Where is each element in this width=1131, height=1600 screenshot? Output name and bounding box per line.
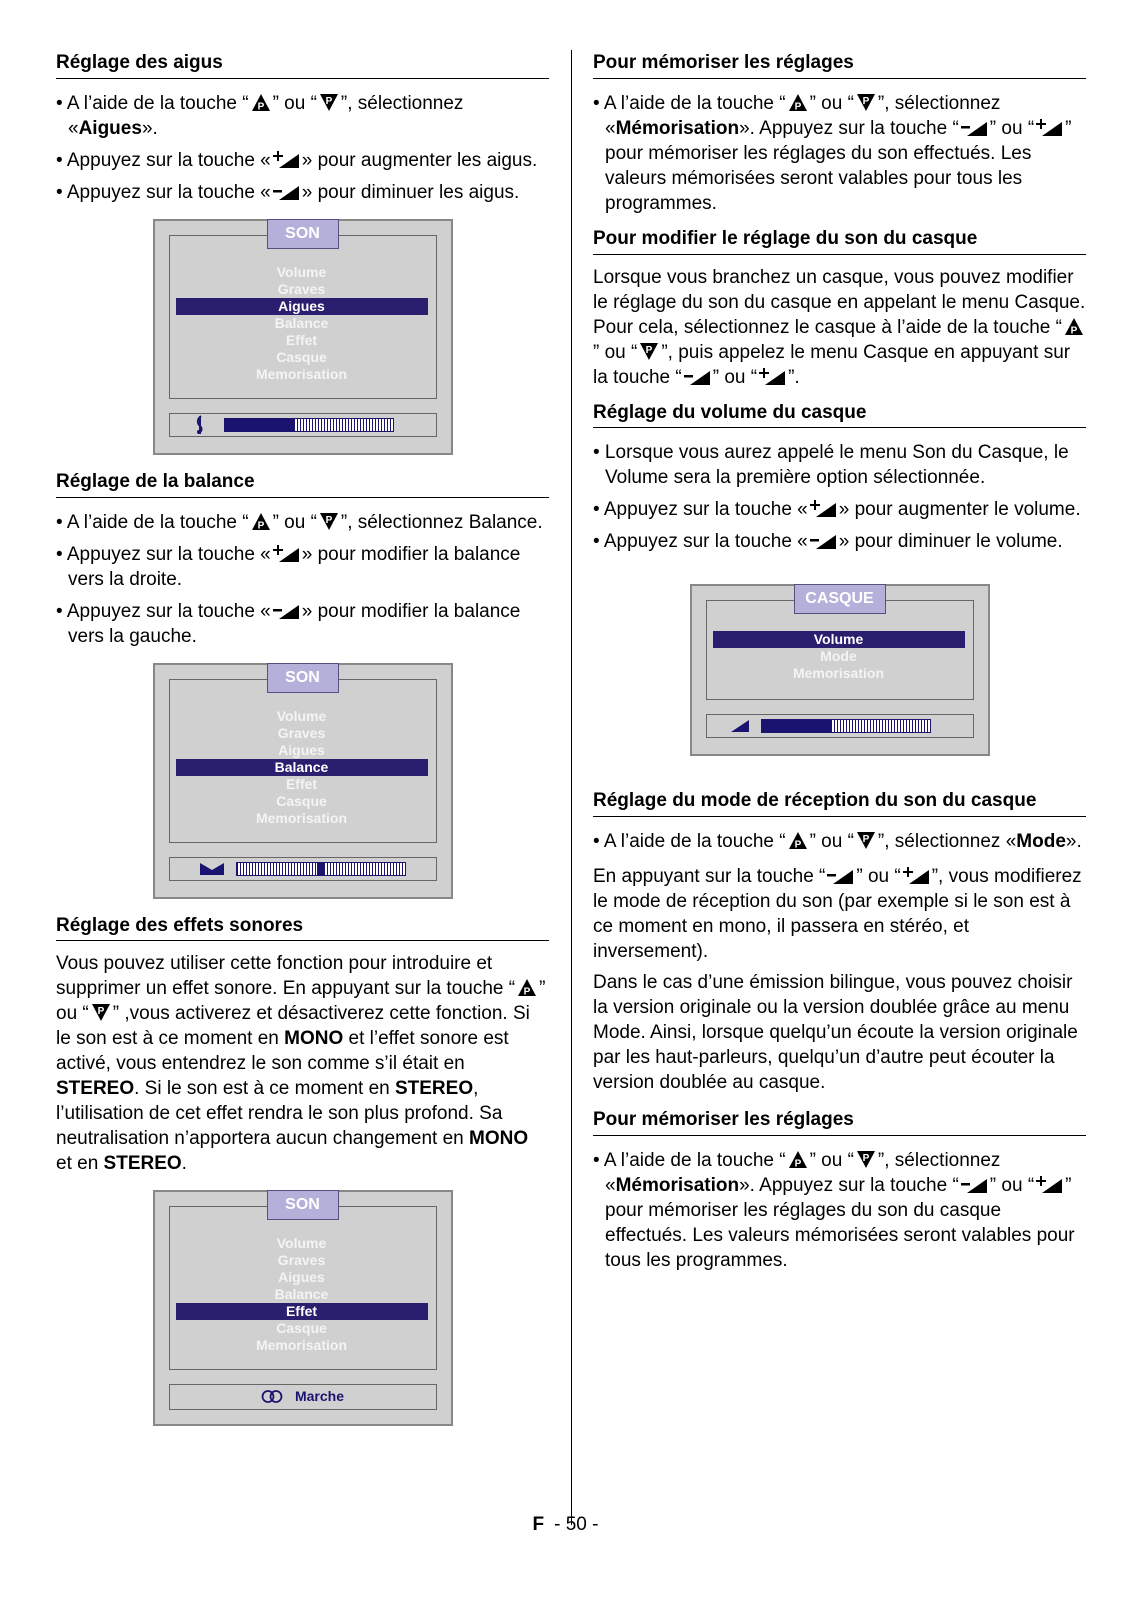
p-up-icon xyxy=(1064,317,1084,336)
memoriser-2-bullet: • A l’aide de la touche “ ” ou “ ”, sélectionnez «Mémorisation». Appuyez sur la touche “ ” ou “ ” pour mémoriser les réglages du son du casque effectués. Les valeurs mémorisées seront valables pour tous les programmes. xyxy=(593,1149,1075,1271)
son-menu-list xyxy=(176,264,428,383)
volume-bullet-2: • Appuyez sur la touche « » pour augmenter le volume. xyxy=(593,499,1081,521)
mode-bullet: • A l’aide de la touche “ ” ou “ ”, sélectionnez «Mode». xyxy=(593,831,1082,852)
volume-plus-icon xyxy=(1036,118,1063,137)
balance-bullet-1: • A l’aide de la touche “ ” ou “ ”, sélectionnez Balance. xyxy=(56,511,543,533)
volume-meter-fill xyxy=(762,720,833,732)
p-up-icon xyxy=(517,978,537,997)
son-menu-balance-screen xyxy=(153,663,453,899)
p-down-icon xyxy=(856,93,876,112)
p-down-icon xyxy=(856,831,876,850)
menu-item-casque: Casque xyxy=(276,1320,327,1337)
menu-tab-son: SON xyxy=(267,219,339,249)
level-bar xyxy=(706,714,974,738)
volume-minus-icon xyxy=(827,866,854,885)
memoriser-1-bullet: • A l’aide de la touche “ ” ou “ ”, sélectionnez «Mémorisation». Appuyez sur la touche “ ” ou “ ” pour mémoriser les réglages du son effectués. Les valeurs mémorisées seront valables pour tous les programmes. xyxy=(593,92,1072,214)
heading-balance: Réglage de la balance xyxy=(56,467,549,498)
casque-menu-screen xyxy=(690,584,990,756)
menu-item-aigues: Aigues xyxy=(278,741,325,758)
casque-menu-list xyxy=(713,631,965,682)
menu-item-effet-selected: Effet xyxy=(176,1303,428,1320)
volume-bullet-3: • Appuyez sur la touche « » pour diminuer le volume. xyxy=(593,531,1063,553)
menu-item-effet: Effet xyxy=(285,775,318,792)
menu-item-balance-selected: Balance xyxy=(176,759,428,776)
effet-status-bar xyxy=(169,1384,437,1410)
menu-item-balance: Balance xyxy=(274,314,329,331)
menu-item-mode: Mode xyxy=(820,648,857,665)
volume-minus-icon xyxy=(961,1175,988,1194)
p-down-icon xyxy=(856,1150,876,1169)
menu-item-memorisation: Memorisation xyxy=(255,365,347,382)
menu-item-volume: Volume xyxy=(276,707,327,724)
balance-icon xyxy=(200,862,224,876)
mode-paragraph-1: En appuyant sur la touche “ ” ou “ ”, vous modifierez le mode de réception du son (par exemple si le son est à ce moment en mono, il passera en stéréo, et inversement). xyxy=(593,866,1082,962)
heading-volume-casque: Réglage du volume du casque xyxy=(593,398,1086,429)
menu-item-graves: Graves xyxy=(277,280,326,297)
p-up-icon xyxy=(251,512,271,531)
p-down-icon xyxy=(319,93,339,112)
menu-item-effet: Effet xyxy=(285,331,318,348)
casque-paragraph: Lorsque vous branchez un casque, vous pouvez modifier le réglage du son du casque en appelant le menu Casque. Pour cela, sélectionnez le casque à l’aide de la touche “” ou “ ”, puis appelez le menu Casque en appuyant sur la touche “ ” ou “ ”. xyxy=(593,266,1086,388)
menu-item-volume: Volume xyxy=(276,1235,327,1252)
p-down-icon xyxy=(639,342,659,361)
column-divider xyxy=(571,50,572,1525)
balance-bullet-3: • Appuyez sur la touche « » pour modifier la balance vers la gauche. xyxy=(56,600,521,647)
volume-plus-icon xyxy=(273,544,300,563)
volume-plus-icon xyxy=(903,866,930,885)
aigus-bullet-1: • A l’aide de la touche “ ” ou “ ”, sélectionnez «Aigues». xyxy=(56,92,464,139)
left-column xyxy=(56,48,549,1438)
effet-status xyxy=(170,1388,436,1404)
menu-item-graves: Graves xyxy=(277,1252,326,1269)
treble-clef-icon xyxy=(194,415,206,435)
aigus-bullet-2: • Appuyez sur la touche « » pour augmenter les aigus. xyxy=(56,149,538,171)
menu-item-memorisation: Memorisation xyxy=(792,665,884,682)
volume-minus-icon xyxy=(684,367,711,386)
volume-minus-icon xyxy=(961,118,988,137)
menu-item-balance: Balance xyxy=(274,1286,329,1303)
p-up-icon xyxy=(788,93,808,112)
son-menu-aigues-screen xyxy=(153,219,453,455)
volume-bullet-1: • Lorsque vous aurez appelé le menu Son du Casque, le Volume sera la première option sélectionnée. xyxy=(593,442,1069,489)
menu-item-memorisation: Memorisation xyxy=(255,1337,347,1354)
p-down-icon xyxy=(319,512,339,531)
stereo-effect-icon xyxy=(261,1390,283,1403)
language-letter: F xyxy=(532,1514,545,1535)
aigues-meter-fill xyxy=(225,419,296,431)
menu-item-casque: Casque xyxy=(276,348,327,365)
level-bar xyxy=(169,413,437,437)
son-menu-list xyxy=(176,708,428,827)
menu-item-aigues-selected: Aigues xyxy=(176,298,428,315)
menu-item-volume-selected: Volume xyxy=(713,631,965,648)
mode-paragraph-2: Dans le cas d’une émission bilingue, vous pouvez choisir la version originale ou la version doublée grâce au menu Mode. Ainsi, lorsque quelqu’un écoute la version originale par les haut-parleurs, quelqu’un d’autre peut écouter la version doublée au casque. xyxy=(593,972,1078,1093)
page-footer xyxy=(0,1514,1131,1536)
menu-item-aigues: Aigues xyxy=(278,1269,325,1286)
balance-meter-marker xyxy=(317,863,325,875)
heading-mode: Réglage du mode de réception du son du casque xyxy=(593,786,1086,817)
right-column xyxy=(593,48,1086,1273)
balance-bullet-2: • Appuyez sur la touche « » pour modifier la balance vers la droite. xyxy=(56,543,521,590)
volume-plus-icon xyxy=(810,499,837,518)
menu-item-casque: Casque xyxy=(276,792,327,809)
level-bar xyxy=(169,857,437,881)
heading-effets: Réglage des effets sonores xyxy=(56,911,549,942)
aigues-meter xyxy=(224,418,394,432)
p-down-icon xyxy=(91,1003,111,1022)
effet-status-label: Marche xyxy=(294,1388,345,1405)
p-up-icon xyxy=(788,831,808,850)
effets-paragraph: Vous pouvez utiliser cette fonction pour introduire et supprimer un effet sonore. En appuyant sur la touche “ ” ou “ ” ,vous activerez et désactiverez cette fonction. Si le son est à ce moment en MONO et l’effet sonore est activé, vous entendrez le son comme s’il était en STEREO. Si le son est à ce moment en STEREO, l’utilisation de cet effet rendra le son plus profond. Sa neutralisation n’apportera aucun changement en MONO et en STEREO. xyxy=(56,953,546,1175)
son-menu-list xyxy=(176,1235,428,1354)
balance-meter xyxy=(236,862,406,876)
heading-memoriser-1: Pour mémoriser les réglages xyxy=(593,48,1086,79)
page-number: - 50 - xyxy=(554,1514,599,1535)
volume-minus-icon xyxy=(273,601,300,620)
menu-item-volume: Volume xyxy=(276,263,327,280)
heading-casque: Pour modifier le réglage du son du casque xyxy=(593,224,1086,255)
volume-icon xyxy=(731,720,749,732)
menu-item-graves: Graves xyxy=(277,724,326,741)
menu-tab-son: SON xyxy=(267,663,339,693)
p-up-icon xyxy=(251,93,271,112)
volume-plus-icon xyxy=(1036,1175,1063,1194)
menu-tab-casque: CASQUE xyxy=(794,584,886,614)
menu-item-memorisation: Memorisation xyxy=(255,809,347,826)
p-up-icon xyxy=(788,1150,808,1169)
aigus-bullet-3: • Appuyez sur la touche « » pour diminuer les aigus. xyxy=(56,181,520,203)
menu-tab-son: SON xyxy=(267,1190,339,1220)
volume-plus-icon xyxy=(759,367,786,386)
volume-meter xyxy=(761,719,931,733)
heading-aigus: Réglage des aigus xyxy=(56,48,549,79)
volume-plus-icon xyxy=(273,150,300,169)
volume-minus-icon xyxy=(810,531,837,550)
volume-minus-icon xyxy=(273,182,300,201)
heading-memoriser-2: Pour mémoriser les réglages xyxy=(593,1105,1086,1136)
son-menu-effet-screen xyxy=(153,1190,453,1426)
